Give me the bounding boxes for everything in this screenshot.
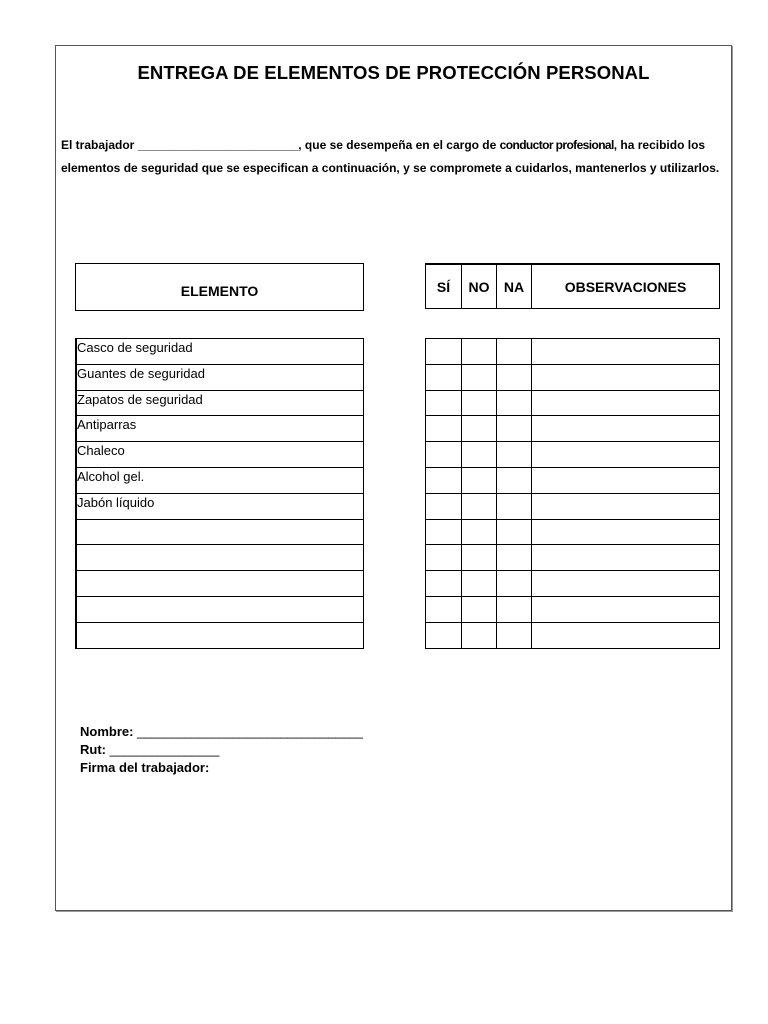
- observations-header: OBSERVACIONES: [564, 278, 687, 295]
- no-header: NO: [462, 265, 497, 308]
- element-cell: [76, 622, 364, 648]
- no-cell: [462, 339, 497, 365]
- check-table: [425, 338, 720, 649]
- worker-name-blank: __________________________: [137, 138, 299, 152]
- na-cell: [497, 339, 532, 365]
- name-line: [80, 723, 362, 741]
- observations-cell: [532, 493, 720, 519]
- element-cell: Alcohol gel.: [76, 467, 364, 493]
- yes-cell: [426, 596, 462, 622]
- table-row: [76, 596, 364, 622]
- table-row: [76, 416, 364, 442]
- no-cell: [462, 622, 497, 648]
- no-cell: [462, 467, 497, 493]
- signature-label: Firma del trabajador:: [80, 760, 210, 775]
- yes-cell: [426, 364, 462, 390]
- intro-paragraph: [61, 134, 729, 179]
- observations-cell: [532, 596, 720, 622]
- table-row: [76, 545, 364, 571]
- check-row: [426, 571, 720, 597]
- rut-label: Rut:: [80, 742, 106, 757]
- observations-cell: [532, 519, 720, 545]
- check-row: [426, 545, 720, 571]
- element-table: [75, 338, 364, 649]
- signature-block: [80, 723, 362, 777]
- na-cell: [497, 596, 532, 622]
- element-cell: Zapatos de seguridad: [76, 390, 364, 416]
- no-cell: [462, 519, 497, 545]
- paragraph-middle: , que se desempeña en el cargo de: [298, 138, 497, 152]
- na-cell: [497, 442, 532, 468]
- element-cell: Jabón líquido: [76, 493, 364, 519]
- check-row: [426, 622, 720, 648]
- table-row: [76, 519, 364, 545]
- observations-cell: [532, 416, 720, 442]
- na-cell: [497, 571, 532, 597]
- yes-cell: [426, 416, 462, 442]
- check-row: [426, 442, 720, 468]
- na-header: NA: [497, 265, 532, 308]
- position-text: conductor profesional: [499, 138, 614, 152]
- observations-cell: [532, 545, 720, 571]
- yes-cell: [426, 545, 462, 571]
- name-blank: _________________________________: [137, 724, 363, 739]
- yes-cell: [426, 339, 462, 365]
- element-cell: [76, 596, 364, 622]
- table-row: [76, 390, 364, 416]
- check-header: [425, 263, 720, 309]
- table-row: [76, 467, 364, 493]
- rut-line: [80, 741, 362, 759]
- check-row: [426, 493, 720, 519]
- na-cell: [497, 519, 532, 545]
- name-label: Nombre:: [80, 724, 134, 739]
- no-cell: [462, 596, 497, 622]
- rut-blank: ________________: [109, 742, 219, 757]
- check-row: [426, 364, 720, 390]
- yes-cell: [426, 493, 462, 519]
- no-cell: [462, 364, 497, 390]
- observations-cell: [532, 339, 720, 365]
- observations-cell: [532, 571, 720, 597]
- paragraph-prefix: El trabajador: [61, 138, 135, 152]
- na-cell: [497, 493, 532, 519]
- no-cell: [462, 545, 497, 571]
- observations-cell: [532, 364, 720, 390]
- table-row: [76, 442, 364, 468]
- na-cell: [497, 364, 532, 390]
- no-cell: [462, 442, 497, 468]
- no-cell: [462, 493, 497, 519]
- check-row: [426, 339, 720, 365]
- no-cell: [462, 390, 497, 416]
- signature-line: [80, 759, 362, 777]
- table-row: [76, 339, 364, 365]
- yes-cell: [426, 442, 462, 468]
- element-header-label: ELEMENTO: [180, 283, 259, 299]
- na-cell: [497, 545, 532, 571]
- na-cell: [497, 622, 532, 648]
- observations-cell: [532, 390, 720, 416]
- element-cell: [76, 571, 364, 597]
- observations-cell: [532, 442, 720, 468]
- check-row: [426, 519, 720, 545]
- no-cell: [462, 416, 497, 442]
- na-cell: [497, 467, 532, 493]
- table-row: [76, 364, 364, 390]
- element-cell: Chaleco: [76, 442, 364, 468]
- check-row: [426, 596, 720, 622]
- element-cell: Casco de seguridad: [76, 339, 364, 365]
- document-title: ENTREGA DE ELEMENTOS DE PROTECCIÓN PERSONAL: [137, 62, 650, 83]
- yes-cell: [426, 622, 462, 648]
- element-cell: Antiparras: [76, 416, 364, 442]
- yes-cell: [426, 390, 462, 416]
- element-header: [75, 263, 364, 311]
- paragraph-suffix: , ha recibido los elementos de seguridad que se especifican a continuación, y se compromete a cuidarlos, mantenerlos y utilizarlos.: [61, 138, 720, 175]
- na-cell: [497, 416, 532, 442]
- check-row: [426, 467, 720, 493]
- yes-cell: [426, 571, 462, 597]
- element-cell: [76, 519, 364, 545]
- table-row: [76, 622, 364, 648]
- yes-cell: [426, 467, 462, 493]
- yes-cell: [426, 519, 462, 545]
- observations-cell: [532, 467, 720, 493]
- table-row: [76, 493, 364, 519]
- element-cell: Guantes de seguridad: [76, 364, 364, 390]
- table-row: [76, 571, 364, 597]
- element-cell: [76, 545, 364, 571]
- no-cell: [462, 571, 497, 597]
- observations-cell: [532, 622, 720, 648]
- na-cell: [497, 390, 532, 416]
- check-row: [426, 390, 720, 416]
- yes-header: SÍ: [426, 265, 462, 308]
- check-row: [426, 416, 720, 442]
